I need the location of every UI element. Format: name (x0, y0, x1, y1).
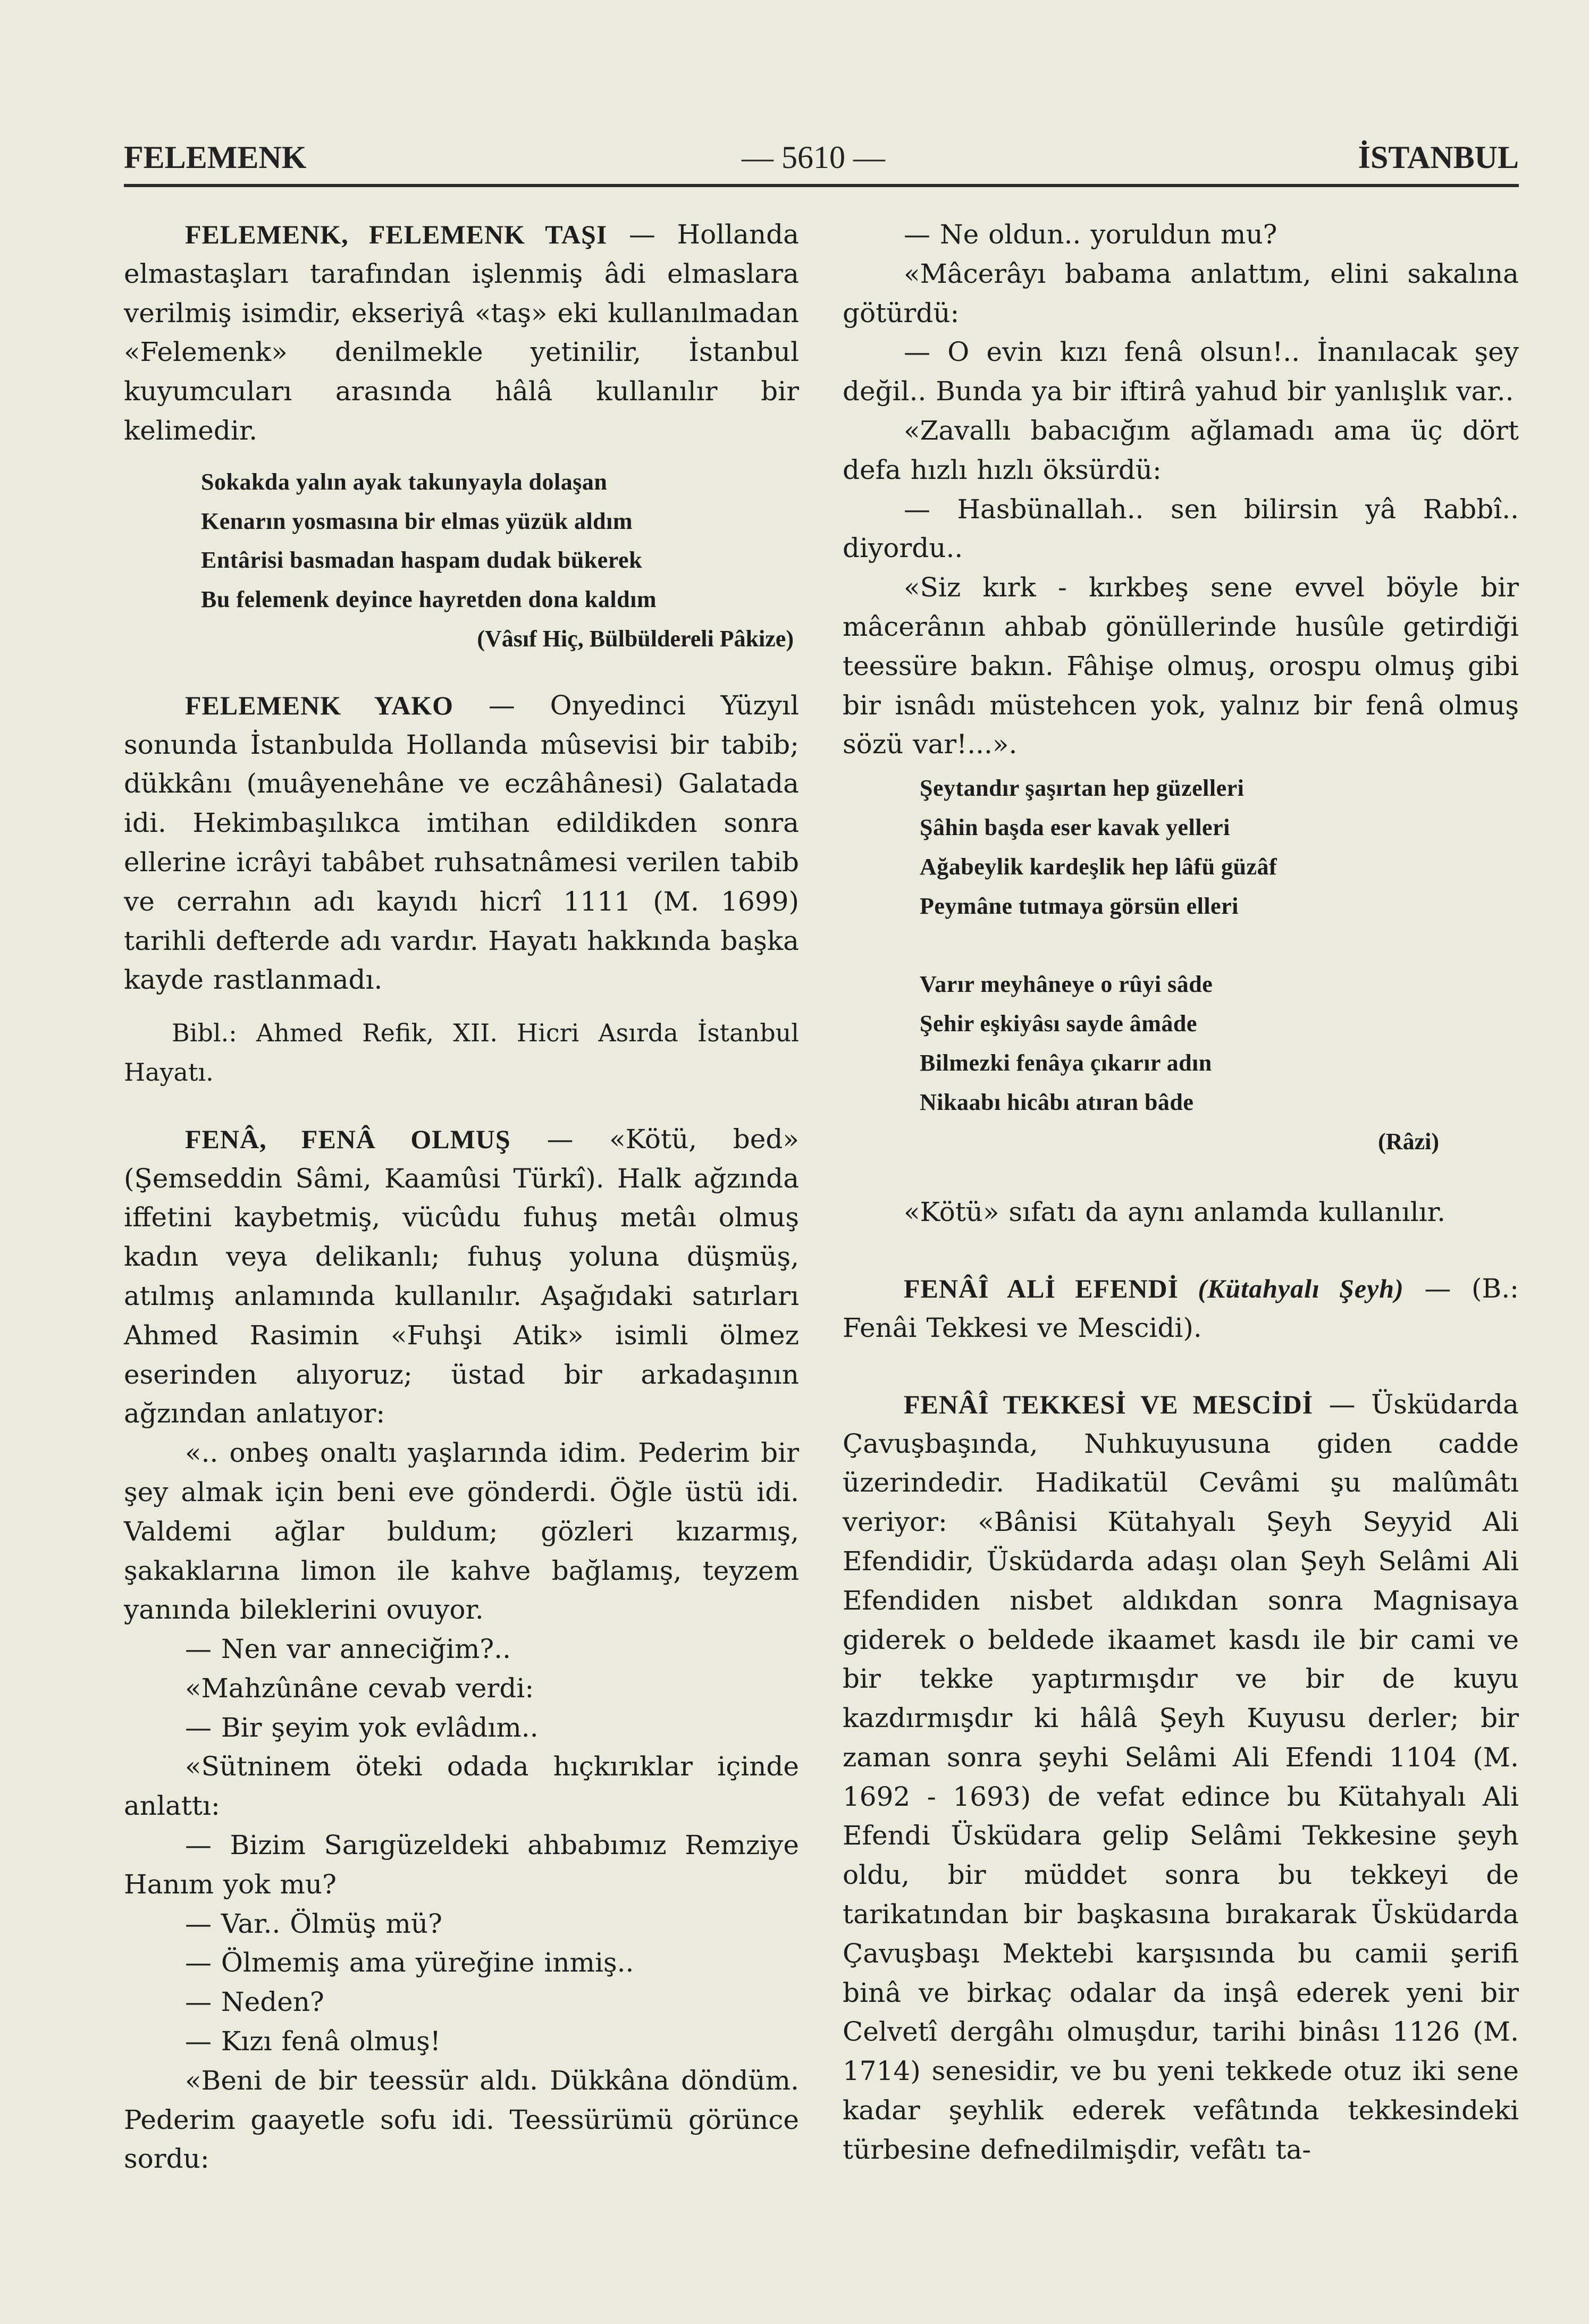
entry-felemenk-yako (124, 686, 799, 1000)
dialogue-line: — Nen var anneciğim?.. (185, 1633, 511, 1665)
dialogue-line: — O evin kızı fenâ olsun!.. İnanılacak şey değil.. Bunda ya bir iftirâ yahud bir yanlışlık var.. (843, 336, 1519, 407)
poem-attribution: (Vâsıf Hiç, Bülbüldereli Pâkize) (477, 625, 794, 652)
poem-line: Sokakda yalın ayak takunyayla dolaşan (201, 468, 608, 495)
quote-paragraph: «.. onbeş onaltı yaşlarında idim. Pederim bir şey almak için beni eve gönderdi. Öğle üstü idi. Valdemi ağlar buldum; gözleri kızarmış, şakaklarına limon ile kahve bağlamış, teyzem yanında bileklerini ovuyor. (124, 1437, 799, 1626)
quote-paragraph: «Mâcerâyı babama anlattım, elini sakalına götürdü: (843, 258, 1519, 329)
dialogue-line: — Kızı fenâ olmuş! (185, 2026, 441, 2057)
bibliography: Bibl.: Ahmed Refik, XII. Hicri Asırda İstanbul Hayatı. (124, 1018, 799, 1087)
poem-line: Bu felemenk deyince hayretden dona kaldım (201, 586, 657, 613)
entry-text: — «Kötü, bed» (Şemseddin Sâmi, Kaamûsi Türkî). Halk ağzında iffetini kaybetmiş, vücûdu fuhuş metâı olmuş kadın veya delikanlı; fuhuş yoluna düşmüş, atılmış anlamında kullanılır. Aşağıdaki satırları Ahmed Rasimin «Fuhşi Atik» isimli ölmez eserinden alıyoruz; üstad bir arkadaşının ağzından anlatıyor: (124, 1123, 799, 1429)
entry-text: — Onyedinci Yüzyıl sonunda İstanbulda Hollanda mûsevisi bir tabib; dükkânı (muâyenehâne ve eczâhânesi) Galatada idi. Hekimbaşılıkca imtihan edildikden sonra ellerine icrâyi tabâbet ruhsatnâmesi verilen tabib ve cerrahın adı kayıdı hicrî 1111 (M. 1699) tarihli defterde adı vardır. Hayatı hakkında başka kayde rastlanmadı. (124, 689, 800, 996)
poem-fena-1 (920, 769, 1519, 1161)
running-head-right: İSTANBUL (1358, 140, 1519, 175)
entry-head: FENÂÎ TEKKESİ VE MESCİDİ (904, 1389, 1314, 1419)
poem-line: Varır meyhâneye o rûyi sâde (920, 971, 1213, 998)
poem-line: Peymâne tutmaya görsün elleri (920, 892, 1239, 919)
running-head-left: FELEMENK (124, 140, 307, 175)
left-column (124, 215, 799, 2179)
dialogue-line: «Mahzûnâne cevab verdi: (185, 1672, 534, 1704)
entry-text: — Üsküdarda Çavuşbaşında, Nuhkuyusuna giden cadde üzerindedir. Hadikatül Cevâmi şu malûmâtı veriyor: «Bânisi Kütahyalı Şeyh Seyyid Ali Efendidir, Üsküdarda adaşı olan Şeyh Selâmi Ali Efendiden nisbet aldıkdan sonra Magnisaya giderek o beldede ikaamet kasdı ile bir cami ve bir tekke yaptırmışdır ve bir de kuyu kazdırmışdır ki hâlâ Şeyh Kuyusu derler; bir zaman sonra şeyhi Selâmi Ali Efendi 1104 (M. 1692 - 1693) de vefat edince bu Kütahyalı Ali Efendi Üsküdara gelip Selâmi Tekkesine şeyh oldu, bir müddet sonra bu tekkeyi de tarikatından bir başkasına bırakarak Üsküdarda Çavuşbaşı Mektebi karşısında bu camii şerifi binâ ve birkaç odalar da inşâ ederek yeni bir Celvetî dergâhı olmuşdur, tarihi binâsı 1126 (M. 1714) senesidir, ve bu yeni tekkede otuz iki sene kadar şeyhlik ederek vefâtında tekkesindeki türbesine defnedilmişdir, vefâtı ta- (843, 1388, 1519, 2165)
dialogue-line: «Sütninem öteki odada hıçkırıklar içinde anlattı: (124, 1751, 799, 1822)
page-number: — 5610 — (742, 140, 885, 175)
poem-line: Entârisi basmadan haspam dudak bükerek (201, 547, 643, 574)
poem-line: Ağabeylik kardeşlik hep lâfü güzâf (920, 853, 1277, 880)
dialogue-line: — Var.. Ölmüş mü? (185, 1908, 442, 1939)
poem-attribution: (Râzi) (1378, 1128, 1439, 1155)
dialogue-line: — Bizim Sarıgüzeldeki ahbabımız Remziye Hanım yok mu? (124, 1830, 799, 1900)
header-rule (124, 184, 1519, 187)
entry-text: — Hollanda elmastaşları tarafından işlenmiş âdi elmaslara verilmiş isimdir, ekseriyâ «taş» eki kullanılmadan «Felemenk» denilmekle yetinilir, İstanbul kuyumcuları arasında hâlâ kullanılır bir kelimedir. (124, 219, 799, 446)
poem-line: Şeytandır şaşırtan hep güzelleri (920, 775, 1245, 802)
entry-head: FELEMENK YAKO (185, 690, 454, 720)
entry-head: FENÂÎ ALİ EFENDİ (904, 1274, 1179, 1304)
entry-head: FENÂ, FENÂ OLMUŞ (185, 1124, 511, 1154)
poem-line: Bilmezki fenâya çıkarır adın (920, 1049, 1212, 1076)
entry-fenai-tekkesi (843, 1385, 1519, 2170)
dialogue-line: — Ölmemiş ama yüreğine inmiş.. (185, 1947, 634, 1978)
stanza-gap (920, 925, 1519, 965)
entry-felemenk (124, 215, 799, 451)
entry-head-sub: (Kütahyalı Şeyh) (1179, 1274, 1404, 1304)
quote-paragraph: «Siz kırk - kırkbeş sene evvel böyle bir mâcerânın ahbab gönüllerinde husûle getirdiği teessüre bakın. Fâhişe olmuş, orospu olmuş gibi bir isnâdı müstehcen yok, yalnız bir fenâ olmuş sözü var!...». (843, 572, 1519, 760)
entry-text: — (B.: Fenâi Tekkesi ve Mescidi). (843, 1273, 1519, 1343)
dialogue-line: — Neden? (185, 1986, 324, 2018)
right-column (843, 215, 1519, 2170)
poem-line: Şehir eşkiyâsı sayde âmâde (920, 1011, 1197, 1037)
poem-felemenk (201, 462, 799, 659)
quote-paragraph: «Zavallı babacığım ağlamadı ama üç dört defa hızlı hızlı öksürdü: (843, 415, 1519, 485)
entry-fena (124, 1120, 799, 1434)
dialogue-line: — Bir şeyim yok evlâdım.. (185, 1712, 539, 1743)
poem-line: Şâhin başda eser kavak yelleri (920, 814, 1230, 840)
poem-line: Nikaabı hicâbı atıran bâde (920, 1089, 1194, 1115)
quote-paragraph: «Beni de bir teessür aldı. Dükkâna döndüm. Pederim gaayetle sofu idi. Teessürümü görünce sordu: (124, 2065, 799, 2175)
dialogue-line: — Ne oldun.. yoruldun mu? (904, 219, 1277, 250)
poem-line: Kenarın yosmasına bir elmas yüzük aldım (201, 508, 633, 534)
closing-line: «Kötü» sıfatı da aynı anlamda kullanılır. (904, 1197, 1445, 1228)
entry-fenai-ali-efendi (843, 1269, 1519, 1348)
entry-head: FELEMENK, FELEMENK TAŞI (185, 220, 608, 249)
dialogue-line: — Hasbünallah.. sen bilirsin yâ Rabbî.. diyordu.. (843, 493, 1519, 564)
